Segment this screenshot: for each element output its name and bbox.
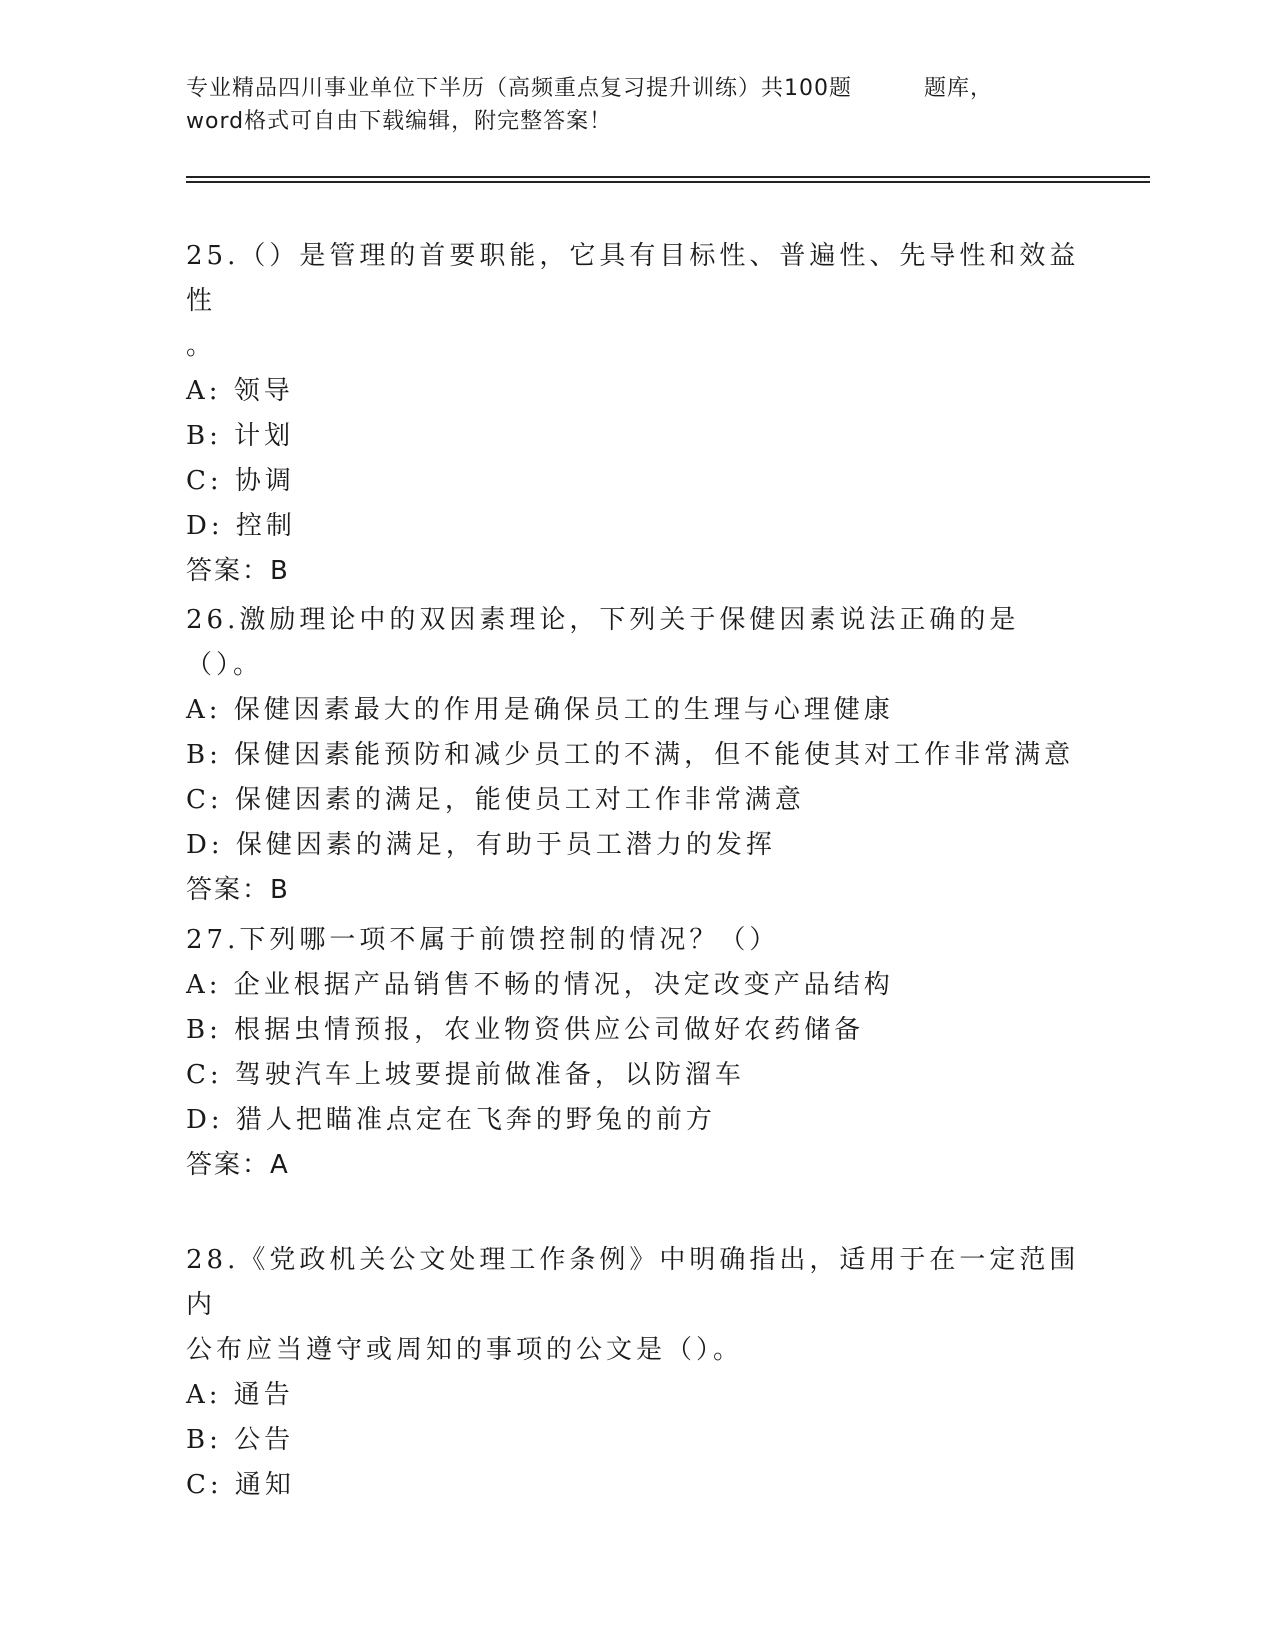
option-b: B: 保健因素能预防和减少员工的不满，但不能使其对工作非常满意 — [186, 740, 1075, 770]
question-stem: 28.《党政机关公文处理工作条例》中明确指出，适用于在一定范围内 — [186, 1245, 1080, 1320]
question-25 — [186, 234, 1086, 594]
question-stem-continued: 公布应当遵守或周知的事项的公文是（）。 — [186, 1335, 744, 1365]
option-c: C: 通知 — [186, 1470, 295, 1500]
question-stem: 27.下列哪一项不属于前馈控制的情况？（） — [186, 925, 780, 955]
question-stem-continued: 。 — [186, 331, 217, 361]
header-divider-top — [186, 176, 1150, 178]
header-title-suffix: 题库， — [924, 76, 994, 101]
option-d: D: 控制 — [186, 511, 296, 541]
option-a: A: 通告 — [186, 1380, 294, 1410]
header-line-2: word格式可自由下载编辑，附完整答案！ — [186, 109, 613, 134]
answer-key: 答案：A — [186, 1150, 290, 1180]
option-a: A: 保健因素最大的作用是确保员工的生理与心理健康 — [186, 695, 894, 725]
answer-key: 答案：B — [186, 875, 290, 905]
option-a: A: 企业根据产品销售不畅的情况，决定改变产品结构 — [186, 970, 894, 1000]
option-b: B: 公告 — [186, 1425, 295, 1455]
header-title: 专业精品四川事业单位下半历（高频重点复习提升训练）共100题 — [186, 76, 852, 101]
option-d: D: 保健因素的满足，有助于员工潜力的发挥 — [186, 830, 776, 860]
question-27 — [186, 918, 1086, 1188]
header-divider-bottom — [186, 181, 1150, 183]
document-header — [186, 72, 1066, 138]
option-d: D: 猎人把瞄准点定在飞奔的野兔的前方 — [186, 1105, 716, 1135]
option-a: A: 领导 — [186, 376, 294, 406]
answer-key: 答案：B — [186, 556, 290, 586]
question-stem: 25.（）是管理的首要职能，它具有目标性、普遍性、先导性和效益性 — [186, 241, 1080, 316]
option-c: C: 驾驶汽车上坡要提前做准备，以防溜车 — [186, 1060, 745, 1090]
option-b: B: 根据虫情预报，农业物资供应公司做好农药储备 — [186, 1015, 865, 1045]
question-28 — [186, 1238, 1086, 1508]
question-stem: 26.激励理论中的双因素理论，下列关于保健因素说法正确的是（）。 — [186, 605, 1020, 680]
header-line-1 — [186, 72, 1066, 105]
question-26 — [186, 598, 1086, 913]
option-b: B: 计划 — [186, 421, 295, 451]
option-c: C: 协调 — [186, 466, 295, 496]
option-c: C: 保健因素的满足，能使员工对工作非常满意 — [186, 785, 805, 815]
